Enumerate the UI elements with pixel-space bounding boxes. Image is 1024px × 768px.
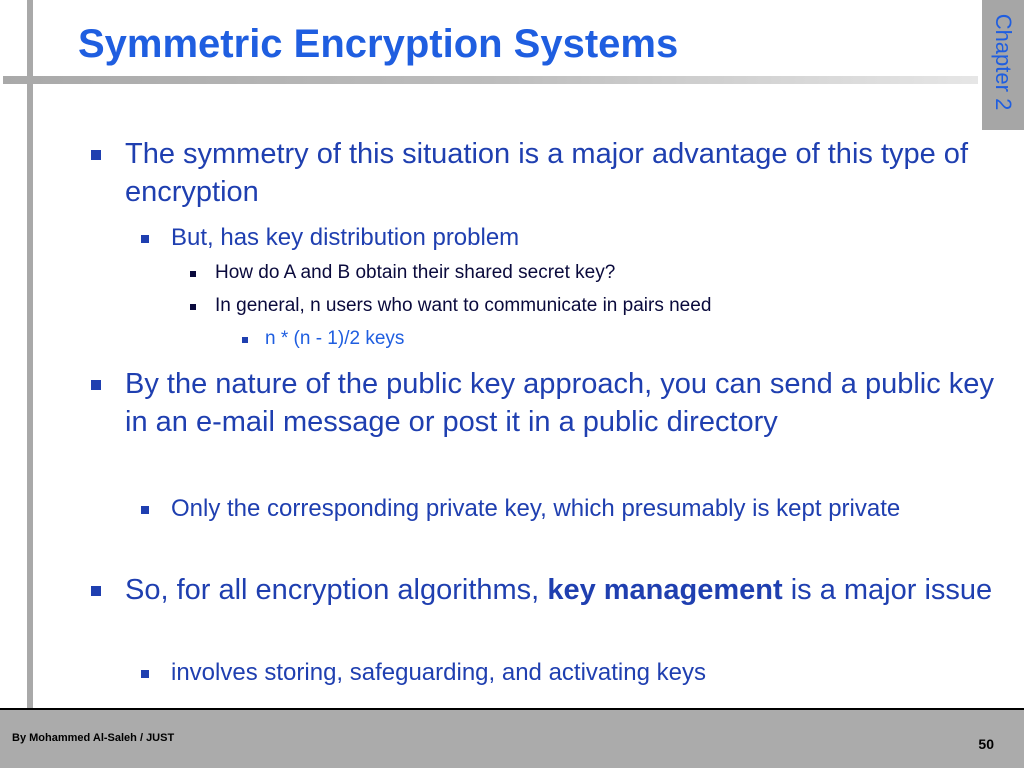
bullet-key-management (125, 571, 1005, 609)
bullet-text: involves storing, safeguarding, and activating keys (171, 659, 706, 686)
bullet-square-icon (242, 337, 248, 343)
footer-author: By Mohammed Al-Saleh / JUST (12, 732, 175, 744)
bullet-text-prefix: So, for all encryption algorithms, (125, 574, 548, 606)
bullet-text-emphasis: key management (547, 574, 783, 606)
bullet-square-icon (141, 670, 149, 678)
bullet-obtain-shared-key (215, 258, 915, 288)
bullet-square-icon (91, 380, 101, 390)
bullet-text: But, has key distribution problem (171, 224, 520, 251)
bullet-symmetry-advantage (125, 135, 1005, 211)
bullet-text: In general, n users who want to communicate in pairs need (215, 295, 712, 316)
bullet-square-icon (91, 586, 101, 596)
bullet-n-users (215, 291, 915, 321)
bullet-public-key-approach (125, 365, 1005, 441)
chapter-label: Chapter 2 (991, 13, 1016, 111)
bullet-text-suffix: is a major issue (782, 574, 993, 606)
bullet-key-distribution (171, 221, 971, 255)
bullet-text: How do A and B obtain their shared secret key? (215, 262, 616, 283)
slide-footer (0, 708, 1024, 768)
slide-title: Symmetric Encryption Systems (78, 22, 679, 66)
bullet-text: Only the corresponding private key, which presumably is kept private (171, 495, 901, 522)
bullet-square-icon (190, 271, 196, 277)
bullet-text: By the nature of the public key approach, you can send a public key in an e-mail message or post it in a public directory (125, 368, 994, 438)
bullet-square-icon (141, 235, 149, 243)
bullet-square-icon (190, 304, 196, 310)
bullet-square-icon (141, 506, 149, 514)
bullet-text: n * (n - 1)/2 keys (265, 328, 405, 349)
page-number: 50 (978, 736, 994, 752)
bullet-text: The symmetry of this situation is a major advantage of this type of encryption (125, 138, 968, 208)
bullet-storing-keys (171, 656, 971, 690)
bullet-key-count-formula (265, 324, 865, 354)
bullet-private-key (171, 492, 971, 526)
bullet-square-icon (91, 150, 101, 160)
